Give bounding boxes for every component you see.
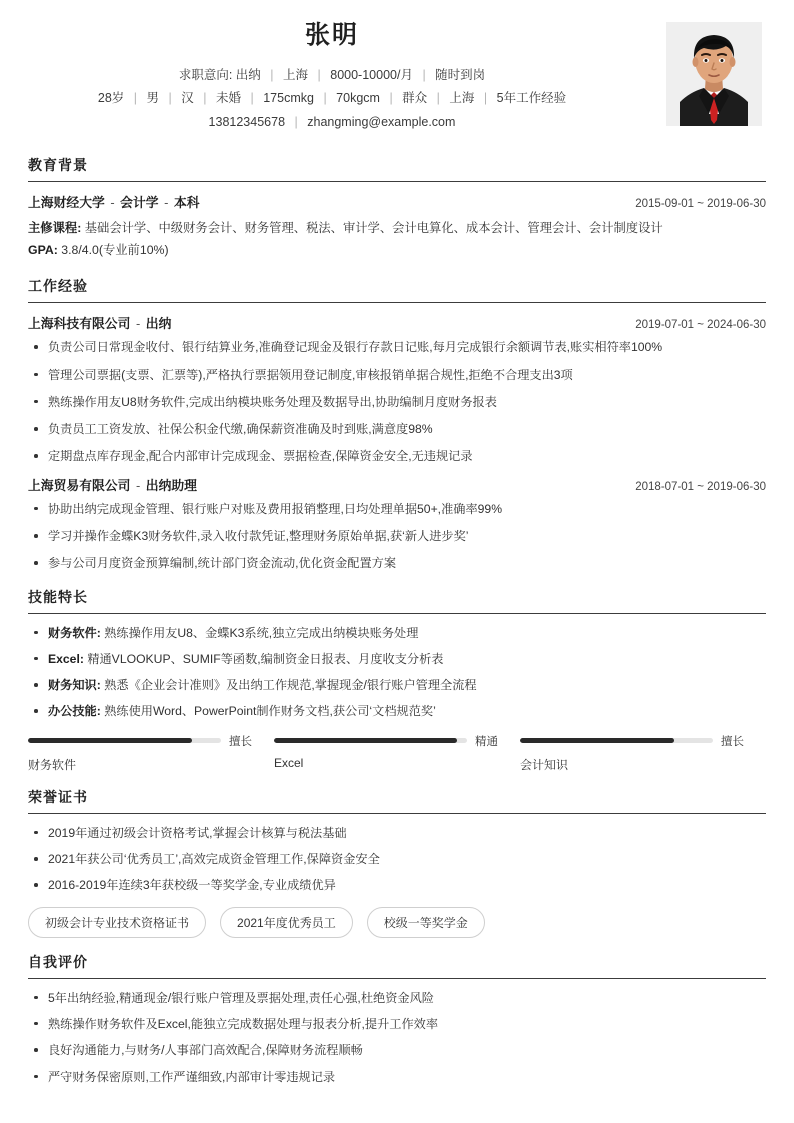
list-item: 负责公司日常现金收付、银行结算业务,准确登记现金及银行存款日记账,每月完成银行余额调节表,账实相符率100%: [28, 338, 766, 356]
status-badge[interactable]: 2021年度优秀员工: [220, 907, 353, 938]
list-item: [28, 676, 766, 694]
section-divider: [28, 302, 766, 303]
list-item: 严守财务保密原则,工作严谨细致,内部审计零违规记录: [28, 1068, 766, 1086]
education-degree: 本科: [173, 194, 200, 210]
job-intent-label: 求职意向:: [178, 67, 233, 82]
separator-icon: |: [422, 67, 426, 82]
skill-bar-row: [274, 733, 498, 749]
skill-progress-fill: [28, 738, 192, 743]
resume-header: [28, 0, 766, 141]
work-date: 2019-07-01 ~ 2024-06-30: [635, 319, 766, 332]
honor-list: [28, 824, 766, 895]
separator-icon: |: [483, 91, 488, 106]
skill-bar-row: [520, 733, 744, 749]
list-item: 2016-2019年连续3年获校级一等奖学金,专业成绩优异: [28, 876, 766, 894]
section-skills: [28, 587, 766, 773]
list-item: 5年出纳经验,精通现金/银行账户管理及票据处理,责任心强,杜绝资金风险: [28, 989, 766, 1007]
education-entry: [28, 192, 766, 262]
section-divider: [28, 978, 766, 979]
separator-icon: |: [436, 91, 440, 106]
skill-text: 熟练使用Word、PowerPoint制作财务文档,获公司‘文档规范奖’: [104, 704, 436, 719]
page-title: 张明: [304, 21, 359, 49]
skill-progress-track: [274, 738, 467, 743]
section-title-honors: 荣誉证书: [28, 788, 88, 805]
education-courses-line: [28, 217, 766, 240]
avatar: [666, 22, 762, 126]
basic-info-line: [28, 87, 636, 111]
skill-list: [28, 624, 766, 721]
basic-political-status: 群众: [402, 91, 428, 106]
education-title: [28, 192, 200, 211]
separator-icon: |: [250, 91, 254, 106]
skill-bar-group: [28, 733, 766, 773]
skill-text: 精通VLOOKUP、SUMIF等函数,编制资金日报表、月度收支分析表: [87, 651, 444, 666]
work-position: 出纳: [145, 316, 172, 332]
skill-level-label: 擅长: [721, 735, 744, 748]
contact-line: [28, 111, 636, 135]
education-gpa-label: GPA:: [28, 243, 58, 258]
work-title: [28, 475, 197, 494]
job-intent-availability: 随时到岗: [435, 67, 486, 82]
separator-icon: -: [135, 477, 141, 493]
list-item: 熟练操作用友U8财务软件,完成出纳模块账务处理及数据导出,协助编制月度财务报表: [28, 393, 766, 411]
contact-phone[interactable]: 13812345678: [208, 115, 286, 129]
education-courses-value: 基础会计学、中级财务会计、财务管理、税法、审计学、会计电算化、成本会计、管理会计、会计制度设计: [84, 220, 663, 235]
work-entry: [28, 313, 766, 465]
skill-progress-fill: [274, 738, 457, 743]
separator-icon: -: [135, 316, 141, 332]
education-major: 会计学: [120, 194, 159, 210]
education-date: 2015-09-01 ~ 2019-06-30: [635, 197, 766, 210]
section-title-self-evaluation: 自我评价: [28, 953, 88, 970]
education-school: 上海财经大学: [28, 194, 105, 210]
separator-icon: |: [294, 115, 298, 129]
section-divider: [28, 613, 766, 614]
skill-label: Excel:: [48, 651, 84, 666]
education-courses-label: 主修课程:: [28, 220, 82, 235]
education-gpa-value: 3.8/4.0(专业前10%): [61, 243, 169, 258]
list-item: [28, 702, 766, 720]
skill-bar-item: [274, 733, 520, 773]
list-item: 2019年通过初级会计资格考试,掌握会计核算与税法基础: [28, 824, 766, 842]
work-entry: [28, 475, 766, 573]
skill-level-label: 擅长: [229, 735, 252, 748]
basic-location: 上海: [449, 91, 475, 106]
separator-icon: |: [270, 67, 274, 82]
portrait-photo-icon: [666, 22, 762, 126]
skill-progress-track: [520, 738, 713, 743]
work-company: 上海贸易有限公司: [28, 477, 131, 493]
section-honors: [28, 787, 766, 938]
skill-progress-track: [28, 738, 221, 743]
separator-icon: |: [168, 91, 172, 106]
basic-age: 28岁: [97, 91, 125, 106]
contact-email[interactable]: zhangming@example.com: [307, 115, 456, 129]
separator-icon: |: [323, 91, 327, 106]
job-intent-line: [28, 64, 636, 88]
work-duty-list: [28, 338, 766, 465]
education-gpa-line: [28, 239, 766, 262]
list-item: 参与公司月度资金预算编制,统计部门资金流动,优化资金配置方案: [28, 554, 766, 572]
status-badge[interactable]: 初级会计专业技术资格证书: [28, 907, 206, 938]
skill-level-label: 精通: [475, 735, 498, 748]
section-title-skills: 技能特长: [28, 588, 88, 605]
skill-text: 熟悉《企业会计准则》及出纳工作规范,掌握现金/银行账户管理全流程: [104, 678, 477, 693]
status-badge[interactable]: 校级一等奖学金: [367, 907, 485, 938]
basic-height: 175cmkg: [263, 91, 314, 106]
section-divider: [28, 813, 766, 814]
list-item: 熟练操作财务软件及Excel,能独立完成数据处理与报表分析,提升工作效率: [28, 1015, 766, 1033]
work-duty-list: [28, 500, 766, 573]
section-title-education: 教育背景: [28, 156, 88, 173]
self-evaluation-list: [28, 989, 766, 1086]
basic-marital-status: 未婚: [215, 91, 241, 106]
list-item: 2021年获公司‘优秀员工’,高效完成资金管理工作,保障资金安全: [28, 850, 766, 868]
separator-icon: |: [203, 91, 207, 106]
list-item: [28, 650, 766, 668]
list-item: 协助出纳完成现金管理、银行账户对账及费用报销整理,日均处理单据50+,准确率99%: [28, 500, 766, 518]
list-item: [28, 624, 766, 642]
skill-name-label: Excel: [274, 755, 304, 770]
skill-label: 财务软件:: [48, 625, 101, 640]
work-position: 出纳助理: [145, 477, 197, 493]
list-item: 良好沟通能力,与财务/人事部门高效配合,保障财务流程顺畅: [28, 1041, 766, 1059]
work-title: [28, 313, 171, 332]
basic-experience: 5年工作经验: [496, 91, 567, 106]
job-intent-city: 上海: [283, 67, 309, 82]
basic-ethnicity: 汉: [181, 91, 194, 106]
section-work-experience: [28, 276, 766, 572]
section-title-work: 工作经验: [28, 278, 88, 295]
skill-bar-item: [520, 733, 766, 773]
list-item: 负责员工工资发放、社保公积金代缴,确保薪资准确及时到账,满意度98%: [28, 420, 766, 438]
honor-tag-group: [28, 907, 766, 938]
list-item: 学习并操作金蝶K3财务软件,录入收付款凭证,整理财务原始单据,获‘新人进步奖’: [28, 527, 766, 545]
work-entry-head: [28, 313, 766, 332]
job-intent-salary: 8000-10000/月: [330, 67, 413, 82]
separator-icon: |: [133, 91, 138, 106]
section-divider: [28, 181, 766, 182]
list-item: 管理公司票据(支票、汇票等),严格执行票据领用登记制度,审核报销单据合规性,拒绝不合理支出3项: [28, 366, 766, 384]
work-entry-head: [28, 475, 766, 494]
work-company: 上海科技有限公司: [28, 316, 131, 332]
section-education: [28, 155, 766, 262]
basic-gender: 男: [146, 91, 160, 106]
header-text-block: [28, 22, 766, 135]
list-item: 定期盘点库存现金,配合内部审计完成现金、票据检查,保障资金安全,无违规记录: [28, 447, 766, 465]
skill-label: 财务知识:: [48, 678, 101, 693]
basic-weight: 70kgcm: [336, 91, 380, 106]
work-date: 2018-07-01 ~ 2019-06-30: [635, 480, 766, 493]
separator-icon: |: [389, 91, 393, 106]
separator-icon: -: [164, 194, 169, 210]
skill-text: 熟练操作用友U8、金蝶K3系统,独立完成出纳模块账务处理: [104, 625, 419, 640]
education-entry-head: [28, 192, 766, 211]
skill-bar-item: [28, 733, 274, 773]
skill-label: 办公技能:: [48, 704, 101, 719]
skill-progress-fill: [520, 738, 674, 743]
skill-name-label: 财务软件: [28, 757, 77, 772]
separator-icon: |: [317, 67, 321, 82]
skill-bar-row: [28, 733, 252, 749]
skill-name-label: 会计知识: [520, 757, 569, 772]
section-self-evaluation: [28, 952, 766, 1086]
job-intent-position: 出纳: [235, 67, 261, 82]
separator-icon: -: [110, 194, 115, 210]
